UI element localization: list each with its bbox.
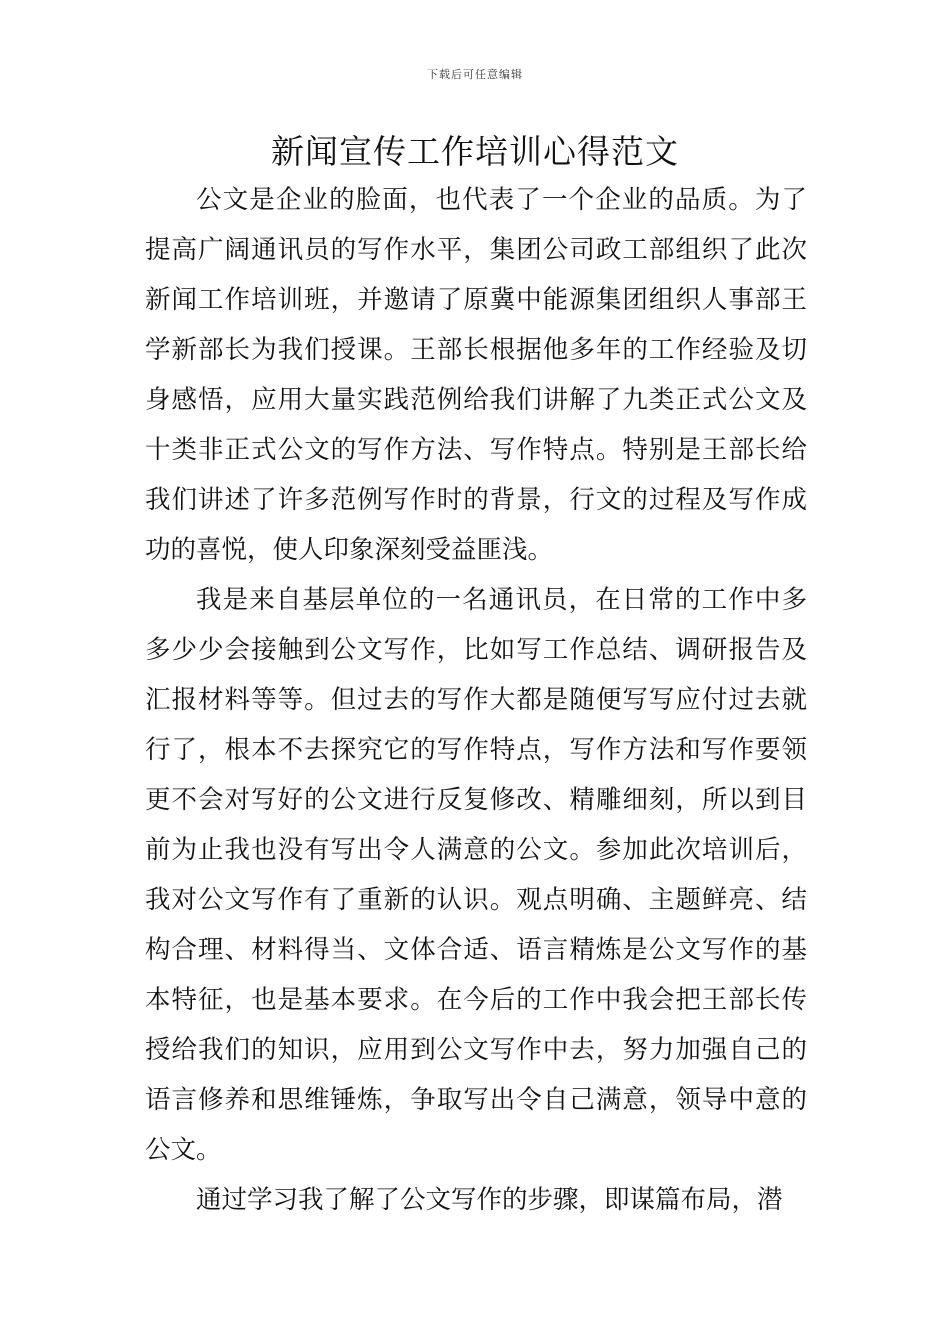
paragraph-3: 通过学习我了解了公文写作的步骤，即谋篇布局，潜 (196, 1185, 783, 1215)
paragraph-2: 我是来自基层单位的一名通讯员，在日常的工作中多多少少会接触到公文写作，比如写工作总结、调研报告及汇报材料等等。但过去的写作大都是随便写写应付过去就行了，根本不去探究它的写作特点，写作方法和写作要领更不会对写好的公文进行反复修改、精雕细刻，所以到目前为止我也没有写出令人满意的公文。参加此次培训后，我对公文写作有了重新的认识。观点明确、主题鲜亮、结构合理、材料得当、文体合适、语言精炼是公文写作的基本特征，也是基本要求。在今后的工作中我会把王部长传授给我们的知识，应用到公文写作中去，努力加强自己的语言修养和思维锤炼，争取写出令自己满意，领导中意的公文。 (145, 585, 807, 1165)
document-title: 新闻宣传工作培训心得范文 (271, 132, 679, 171)
paragraph-1: 公文是企业的脸面，也代表了一个企业的品质。为了提高广阔通讯员的写作水平，集团公司政工部组织了此次新闻工作培训班，并邀请了原冀中能源集团组织人事部王学新部长为我们授课。王部长根据他多年的工作经验及切身感悟，应用大量实践范例给我们讲解了九类正式公文及十类非正式公文的写作方法、写作特点。特别是王部长给我们讲述了许多范例写作时的背景，行文的过程及写作成功的喜悦，使人印象深刻受益匪浅。 (145, 185, 807, 565)
header-note: 下载后可任意编辑 (427, 68, 523, 81)
document-body (145, 175, 807, 1225)
